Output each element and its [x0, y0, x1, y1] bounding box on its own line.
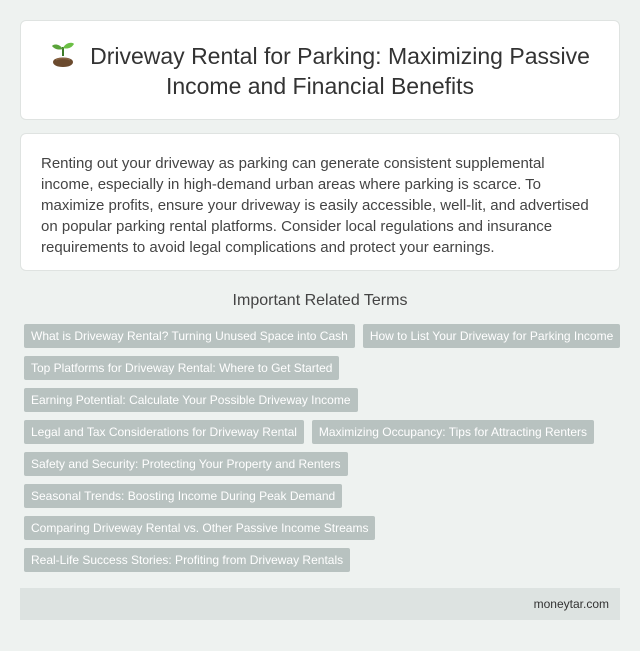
- term-tag[interactable]: Comparing Driveway Rental vs. Other Passive Income Streams: [24, 516, 375, 540]
- term-tag[interactable]: Legal and Tax Considerations for Driveway Rental: [24, 420, 304, 444]
- summary-text: Renting out your driveway as parking can generate consistent supplemental income, especially in high-demand urban areas where parking is scarce. To maximize profits, ensure your driveway is easily accessible, well-lit, and advertised on popular parking rental platforms. Consider local regulations and insurance requirements to avoid legal complications and protect your earnings.: [41, 155, 589, 256]
- term-row: [24, 516, 624, 540]
- summary-card: [20, 133, 620, 271]
- sprout-icon: [50, 40, 76, 68]
- title-card: [20, 20, 620, 120]
- related-terms-list: [24, 324, 624, 580]
- term-tag[interactable]: Seasonal Trends: Boosting Income During Peak Demand: [24, 484, 342, 508]
- page-title-text: Driveway Rental for Parking: Maximizing Passive Income and Financial Benefits: [90, 42, 590, 99]
- term-row: [24, 484, 624, 508]
- term-tag[interactable]: What is Driveway Rental? Turning Unused Space into Cash: [24, 324, 355, 348]
- page-title: [45, 40, 595, 101]
- term-row: [24, 452, 624, 476]
- term-row: [24, 324, 624, 348]
- term-row: [24, 388, 624, 412]
- term-tag[interactable]: Safety and Security: Protecting Your Property and Renters: [24, 452, 348, 476]
- term-tag[interactable]: Top Platforms for Driveway Rental: Where to Get Started: [24, 356, 339, 380]
- footer: [20, 588, 620, 620]
- term-tag[interactable]: Maximizing Occupancy: Tips for Attracting Renters: [312, 420, 594, 444]
- term-row: [24, 420, 624, 444]
- term-row: [24, 356, 624, 380]
- term-tag[interactable]: Earning Potential: Calculate Your Possible Driveway Income: [24, 388, 358, 412]
- footer-site-link[interactable]: moneytar.com: [533, 597, 609, 611]
- related-terms-heading: Important Related Terms: [232, 292, 408, 309]
- term-tag[interactable]: How to List Your Driveway for Parking Income: [363, 324, 620, 348]
- term-tag[interactable]: Real-Life Success Stories: Profiting from Driveway Rentals: [24, 548, 350, 572]
- term-row: [24, 548, 624, 572]
